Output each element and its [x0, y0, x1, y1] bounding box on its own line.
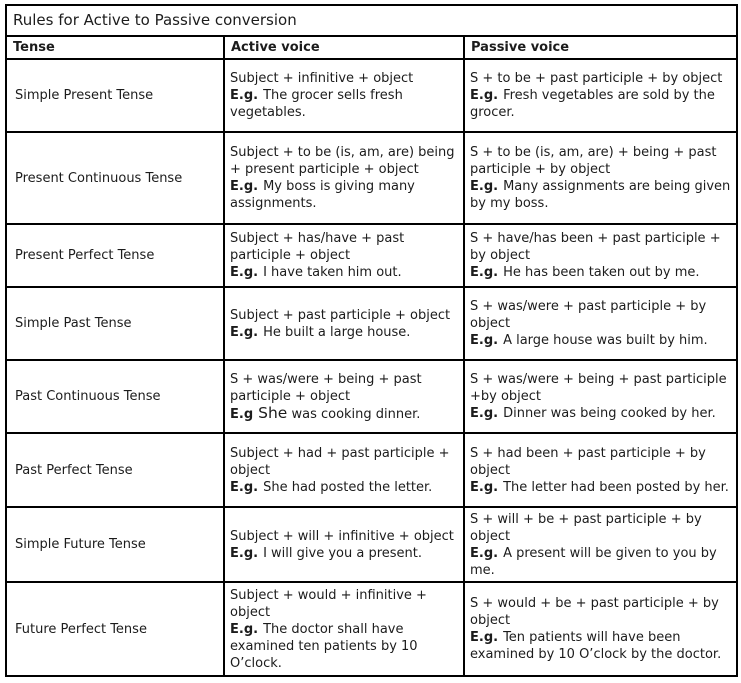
example-label: E.g. — [470, 406, 499, 421]
table-row-simple-past — [6, 287, 737, 360]
example-text: The doctor shall have examined ten patients by 10 O’clock. — [230, 621, 418, 671]
passive-rule: S + to be + past participle + by object — [470, 71, 723, 86]
active-example — [230, 87, 458, 121]
example-label: E.g. — [470, 545, 499, 561]
active-cell — [224, 224, 464, 287]
example-text: was cooking dinner. — [291, 406, 421, 422]
example-text: My boss is giving many assignments. — [230, 179, 415, 211]
passive-example — [470, 479, 731, 496]
passive-rule: S + had been + past participle + by object — [470, 445, 706, 478]
table-row-past-perfect — [6, 433, 737, 507]
example-label: E.g. — [470, 88, 499, 103]
example-label: E.g. — [230, 479, 259, 495]
tense-cell: Simple Past Tense — [6, 287, 224, 360]
passive-example — [470, 264, 731, 281]
active-example — [230, 621, 458, 672]
active-rule: S + was/were + being + past participle + object — [230, 371, 422, 404]
active-rule: Subject + past participle + object — [230, 307, 451, 323]
example-label: E.g. — [230, 88, 259, 103]
passive-rule: S + have/has been + past participle + by object — [470, 231, 721, 263]
example-text: A present will be given to you by me. — [470, 545, 717, 578]
active-cell — [224, 507, 464, 582]
example-text: She had posted the letter. — [263, 479, 433, 495]
active-example — [230, 324, 458, 341]
header-row — [6, 36, 737, 59]
active-cell — [224, 433, 464, 507]
passive-rule: S + would + be + past participle + by object — [470, 596, 719, 628]
active-rule: Subject + infinitive + object — [230, 71, 414, 86]
passive-cell — [464, 582, 737, 676]
example-text: He has been taken out by me. — [503, 265, 700, 280]
passive-example — [470, 629, 731, 663]
title-row — [6, 5, 737, 36]
passive-cell — [464, 287, 737, 360]
active-rule: Subject + has/have + past participle + object — [230, 231, 405, 263]
active-example — [230, 479, 458, 496]
passive-example — [470, 178, 731, 212]
active-cell — [224, 360, 464, 433]
example-text: Ten patients will have been examined by 10 O’clock by the doctor. — [470, 630, 722, 662]
example-text: I will give you a present. — [263, 545, 422, 561]
col-header-tense: Tense — [6, 36, 224, 59]
passive-rule: S + will + be + past participle + by object — [470, 511, 702, 544]
active-cell — [224, 132, 464, 224]
passive-rule: S + was/were + past participle + by object — [470, 299, 707, 331]
example-text: He built a large house. — [263, 324, 411, 340]
active-cell — [224, 287, 464, 360]
table-row-past-continuous — [6, 360, 737, 433]
passive-cell — [464, 224, 737, 287]
active-rule: Subject + will + infinitive + object — [230, 528, 454, 544]
example-label: E.g. — [230, 265, 259, 280]
passive-rule: S + was/were + being + past participle +by object — [470, 372, 727, 404]
example-label: E.g — [230, 406, 254, 422]
active-passive-rules-table — [5, 4, 738, 677]
example-label: E.g. — [470, 630, 499, 645]
example-label: E.g. — [470, 479, 499, 495]
passive-example — [470, 332, 731, 349]
passive-cell — [464, 132, 737, 224]
example-text: Fresh vegetables are sold by the grocer. — [470, 88, 715, 120]
example-text-large: She — [258, 403, 288, 422]
example-label: E.g. — [470, 179, 499, 194]
tense-cell: Present Perfect Tense — [6, 224, 224, 287]
active-rule: Subject + had + past participle + object — [230, 445, 450, 478]
passive-example — [470, 545, 731, 579]
tense-cell: Simple Present Tense — [6, 59, 224, 132]
tense-cell: Past Perfect Tense — [6, 433, 224, 507]
example-text: Many assignments are being given by my boss. — [470, 179, 731, 211]
example-label: E.g. — [470, 333, 499, 348]
example-label: E.g. — [230, 179, 259, 194]
example-label: E.g. — [230, 621, 259, 637]
passive-example — [470, 405, 731, 422]
passive-rule: S + to be (is, am, are) + being + past participle + by object — [470, 145, 717, 177]
active-cell — [224, 59, 464, 132]
active-rule: Subject + would + infinitive + object — [230, 587, 427, 620]
example-label: E.g. — [470, 265, 499, 280]
active-cell — [224, 582, 464, 676]
tense-cell: Present Continuous Tense — [6, 132, 224, 224]
page-title: Rules for Active to Passive conversion — [6, 5, 737, 36]
example-text: The letter had been posted by her. — [503, 479, 729, 495]
table-row-present-perfect — [6, 224, 737, 287]
tense-cell: Past Continuous Tense — [6, 360, 224, 433]
passive-cell — [464, 507, 737, 582]
example-text: The grocer sells fresh vegetables. — [230, 88, 403, 120]
col-header-passive-voice: Passive voice — [464, 36, 737, 59]
tense-cell: Simple Future Tense — [6, 507, 224, 582]
table-row-simple-present — [6, 59, 737, 132]
active-example — [230, 405, 458, 423]
passive-cell — [464, 433, 737, 507]
active-example — [230, 178, 458, 212]
active-example — [230, 545, 458, 562]
table-row-simple-future — [6, 507, 737, 582]
col-header-active-voice: Active voice — [224, 36, 464, 59]
passive-cell — [464, 59, 737, 132]
example-label: E.g. — [230, 545, 259, 561]
example-text: A large house was built by him. — [503, 333, 708, 348]
table-row-future-perfect — [6, 582, 737, 676]
table-row-present-continuous — [6, 132, 737, 224]
example-text: Dinner was being cooked by her. — [503, 406, 716, 421]
active-example — [230, 264, 458, 281]
example-text: I have taken him out. — [263, 265, 402, 280]
passive-cell — [464, 360, 737, 433]
example-label: E.g. — [230, 324, 259, 340]
tense-cell: Future Perfect Tense — [6, 582, 224, 676]
active-rule: Subject + to be (is, am, are) being + present participle + object — [230, 145, 455, 177]
passive-example — [470, 87, 731, 121]
